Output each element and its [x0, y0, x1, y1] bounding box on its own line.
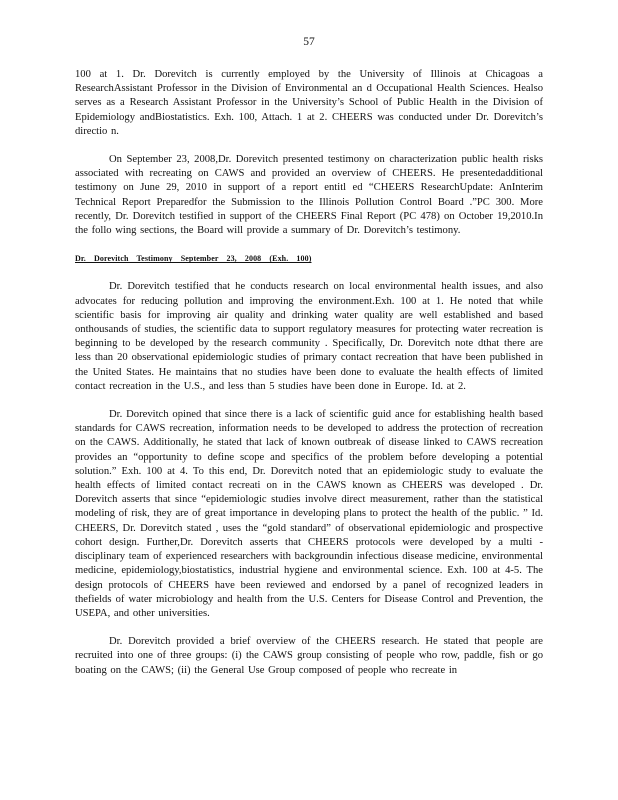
section-heading: Dr. Dorevitch Testimony September 23, 2008 (Exh. 100) — [75, 254, 312, 264]
paragraph-testimony-overview: On September 23, 2008,Dr. Dorevitch presented testimony on characterization public health risks associated with recreating on CAWS and provided an overview of CHEERS. He presentedadditional testimony on June 29, 2010 in support of a report entitl ed “CHEERS ResearchUpdate: AnInterim Technical Report Preparedfor the Submission to the Illinois Pollution Control Board .”PC 300. More recently, Dr. Dorevitch testified in support of the CHEERS Final Report (PC 478) on October 19,2010.In the follo wing sections, the Board will provide a summary of Dr. Dorevitch’s testimony. — [75, 154, 543, 237]
paragraph-research-context: Dr. Dorevitch testified that he conducts research on local environmental health issues, and also advocates for reducing pollution and improving the environment.Exh. 100 at 1. He noted that while scientific basis for improving air quality and drinking water quality are well established and based onthousands of studies, the scientific data to support regulatory measures for protecting water recreation is beginning to be developed by the research community . Specifically, Dr. Dorevitch note dthat there are less than 20 observational epidemiologic studies of primary contact recreation that have been published in the United States. He maintains that no studies have been done to evaluate the health effects of limited contact recreation in the U.S., and less than 5 studies have been done in Europe. Id. at 2. — [75, 281, 543, 392]
paragraph-epidemiologic-study: Dr. Dorevitch opined that since there is a lack of scientific guid ance for establishing health based standards for CAWS recreation, information needs to be developed to address the protection of recreation on the CAWS. Additionally, he stated that lack of known outbreak of disease linked to CAWS recreation provides an “opportunity to define scope and specifics of the problem before developing a potential solution.” Exh. 100 at 4. To this end, Dr. Dorevitch noted that an epidemiologic study to evaluate the health effects of limited contact recreati on in the CAWS known as CHEERS was developed . Dr. Dorevitch asserts that since “epidemiologic studies involve direct measurement, rather than the statistical modeling of risk, they are of great importance in developing plans to protect the health of the public. ” Id. CHEERS, Dr. Dorevitch stated , uses the “gold standard” of observational epidemiologic and prospective cohort design. Further,Dr. Dorevitch asserts that CHEERS protocols were developed by a multi - disciplinary team of experienced researchers with backgroundin infectious disease medicine, environmental medicine, epidemiology,biostatistics, industrial hygiene and environmental science. Exh. 100 at 4-5. The design protocols of CHEERS have been reviewed and endorsed by a panel of recognized leaders in thefields of water microbiology and health from the U.S. Centers for Disease Control and Prevention, the USEPA, and other universities. — [75, 409, 543, 619]
paragraph-cheers-overview: Dr. Dorevitch provided a brief overview of the CHEERS research. He stated that people are recruited into one of three groups: (i) the CAWS group consisting of people who row, paddle, fish or go boating on the CAWS; (ii) the General Use Group composed of people who recreate in — [75, 636, 543, 676]
page-number: 57 — [303, 36, 315, 48]
document-body — [75, 68, 543, 678]
paragraph-dorevitch-background: 100 at 1. Dr. Dorevitch is currently employed by the University of Illinois at Chicagoas a ResearchAssistant Professor in the Division of Environmental an d Occupational Health Sciences. Healso serves as a Research Assistant Professor in the University’s School of Public Health in the Division of Epidemiology andBiostatistics. Exh. 100, Attach. 1 at 2. CHEERS was conducted under Dr. Dorevitch’s directio n. — [75, 69, 543, 137]
